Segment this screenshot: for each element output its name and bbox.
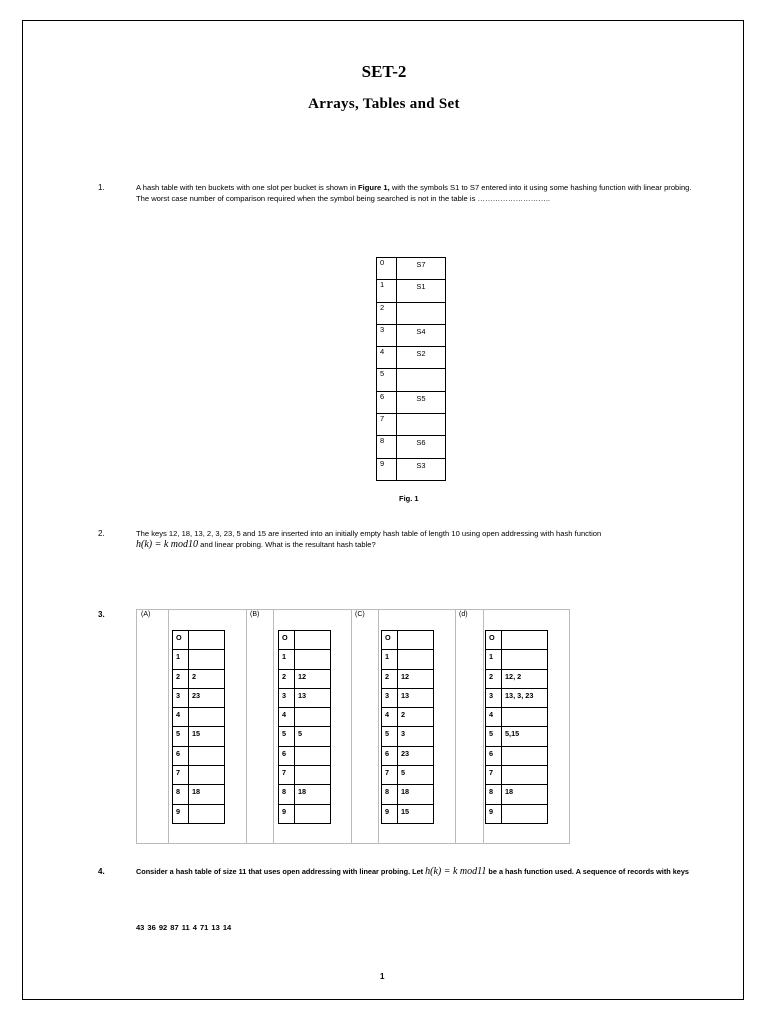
bucket-value: S2 xyxy=(397,347,446,369)
hash-bucket-row xyxy=(377,324,446,346)
option-value xyxy=(398,631,434,650)
hash-bucket-row xyxy=(377,280,446,302)
option-index: 3 xyxy=(382,688,398,707)
bucket-value: S4 xyxy=(397,324,446,346)
option-value xyxy=(502,631,548,650)
bucket-value: S5 xyxy=(397,391,446,413)
page-border xyxy=(22,20,744,1000)
option-value: 13 xyxy=(398,688,434,707)
option-value xyxy=(502,804,548,823)
option-value xyxy=(502,650,548,669)
option-value: 13, 3, 23 xyxy=(502,688,548,707)
option-value: 18 xyxy=(398,785,434,804)
option-index: 4 xyxy=(486,708,502,727)
option-row xyxy=(382,727,434,746)
question-3-number: 3. xyxy=(98,610,105,619)
option-value xyxy=(502,746,548,765)
option-value: 18 xyxy=(502,785,548,804)
question-1-text xyxy=(136,182,696,204)
question-2-number: 2. xyxy=(98,529,105,538)
option-value: 5 xyxy=(295,727,331,746)
option-row xyxy=(173,688,225,707)
option-row xyxy=(382,708,434,727)
option-value: 12 xyxy=(295,669,331,688)
bucket-value xyxy=(397,414,446,436)
option-value xyxy=(295,804,331,823)
option-value xyxy=(398,650,434,669)
option-index: 8 xyxy=(486,785,502,804)
option-index: 6 xyxy=(173,746,189,765)
hash-bucket-row xyxy=(377,391,446,413)
option-value xyxy=(189,804,225,823)
option-index: 7 xyxy=(279,766,295,785)
option-row xyxy=(173,669,225,688)
option-index: 3 xyxy=(486,688,502,707)
option-row xyxy=(279,669,331,688)
option-d-table xyxy=(485,630,548,824)
question-4-text xyxy=(136,866,696,877)
option-row xyxy=(173,708,225,727)
key-sequence: 43 36 92 87 11 4 71 13 14 xyxy=(136,923,232,932)
option-row xyxy=(173,766,225,785)
option-index: 8 xyxy=(173,785,189,804)
option-value: 5 xyxy=(398,766,434,785)
option-row xyxy=(382,669,434,688)
option-index: 1 xyxy=(382,650,398,669)
option-b-label-cell xyxy=(246,609,274,844)
hash-bucket-row xyxy=(377,347,446,369)
option-row xyxy=(486,785,548,804)
option-value: 18 xyxy=(189,785,225,804)
option-value: 5,15 xyxy=(502,727,548,746)
bucket-index: 3 xyxy=(377,324,397,346)
option-row xyxy=(382,746,434,765)
option-row xyxy=(279,631,331,650)
option-row xyxy=(173,804,225,823)
option-row xyxy=(486,631,548,650)
hash-bucket-row xyxy=(377,302,446,324)
option-row xyxy=(173,785,225,804)
option-value: 15 xyxy=(189,727,225,746)
option-row xyxy=(173,631,225,650)
bucket-value xyxy=(397,369,446,391)
option-c-table xyxy=(381,630,434,824)
bucket-value: S1 xyxy=(397,280,446,302)
bucket-index: 2 xyxy=(377,302,397,324)
option-value xyxy=(295,746,331,765)
option-row xyxy=(486,669,548,688)
option-index: 5 xyxy=(382,727,398,746)
question-4-text-part: Consider a hash table of size 11 that uses open addressing with linear probing. Let xyxy=(136,867,426,876)
option-index: 1 xyxy=(279,650,295,669)
option-row xyxy=(279,804,331,823)
hash-bucket-row xyxy=(377,369,446,391)
option-row xyxy=(279,727,331,746)
option-index: 6 xyxy=(382,746,398,765)
bucket-index: 5 xyxy=(377,369,397,391)
bucket-index: 1 xyxy=(377,280,397,302)
page-number: 1 xyxy=(380,972,385,981)
option-value: 23 xyxy=(189,688,225,707)
option-index: 4 xyxy=(173,708,189,727)
hash-bucket-row xyxy=(377,258,446,280)
hash-bucket-row xyxy=(377,436,446,458)
figure-caption: Fig. 1 xyxy=(399,494,419,503)
option-value: 18 xyxy=(295,785,331,804)
option-index: 2 xyxy=(173,669,189,688)
option-value xyxy=(295,708,331,727)
set-title: SET-2 xyxy=(361,62,407,81)
hash-function-formula: h(k) = k mod11 xyxy=(425,866,487,877)
option-row xyxy=(279,766,331,785)
question-4-number: 4. xyxy=(98,867,105,876)
question-1-text-part: with the symbols S1 to S7 entered into it using some hashing function with linear probing. The worst case number of comparison required when the symbol being searched is not in the table is ……………………….. xyxy=(136,183,692,203)
option-index: 9 xyxy=(279,804,295,823)
option-value: 12 xyxy=(398,669,434,688)
option-value xyxy=(295,631,331,650)
option-value: 2 xyxy=(398,708,434,727)
question-2-text-part: and linear probing. What is the resultant hash table? xyxy=(198,540,376,549)
bucket-value: S6 xyxy=(397,436,446,458)
option-value xyxy=(502,708,548,727)
bucket-index: 6 xyxy=(377,391,397,413)
bucket-index: 7 xyxy=(377,414,397,436)
option-index: O xyxy=(486,631,502,650)
option-c-label: (C) xyxy=(355,611,365,618)
option-index: 5 xyxy=(279,727,295,746)
option-row xyxy=(486,650,548,669)
option-row xyxy=(486,746,548,765)
option-index: O xyxy=(173,631,189,650)
option-index: 3 xyxy=(279,688,295,707)
option-index: 5 xyxy=(173,727,189,746)
option-value xyxy=(189,631,225,650)
bucket-index: 4 xyxy=(377,347,397,369)
option-index: 4 xyxy=(382,708,398,727)
bucket-index: 9 xyxy=(377,458,397,480)
option-index: O xyxy=(279,631,295,650)
option-index: 2 xyxy=(382,669,398,688)
option-value: 2 xyxy=(189,669,225,688)
option-value xyxy=(295,650,331,669)
bucket-value xyxy=(397,302,446,324)
option-row xyxy=(382,785,434,804)
option-row xyxy=(279,785,331,804)
option-row xyxy=(382,631,434,650)
section-subtitle: Arrays, Tables and Set xyxy=(308,96,460,112)
option-row xyxy=(173,650,225,669)
option-index: 4 xyxy=(279,708,295,727)
question-1-number: 1. xyxy=(98,183,105,192)
bucket-value: S7 xyxy=(397,258,446,280)
option-row xyxy=(279,746,331,765)
hash-function-formula: h(k) = k mod10 xyxy=(136,539,199,550)
option-value xyxy=(189,650,225,669)
option-a-label-cell xyxy=(136,609,169,844)
figure-reference: Figure 1, xyxy=(358,183,390,192)
option-b-label: (B) xyxy=(250,611,260,618)
option-row xyxy=(279,708,331,727)
option-value: 15 xyxy=(398,804,434,823)
option-c-label-cell xyxy=(351,609,379,844)
option-index: 6 xyxy=(486,746,502,765)
option-index: 5 xyxy=(486,727,502,746)
option-index: 7 xyxy=(382,766,398,785)
question-2-text-part: The keys 12, 18, 13, 2, 3, 23, 5 and 15 are inserted into an initially empty hash table of length 10 using open addressing with hash function xyxy=(136,529,602,538)
option-row xyxy=(486,766,548,785)
option-d-label-cell xyxy=(455,609,484,844)
option-index: 1 xyxy=(486,650,502,669)
option-row xyxy=(279,688,331,707)
option-value xyxy=(189,766,225,785)
option-index: 1 xyxy=(173,650,189,669)
option-value xyxy=(189,708,225,727)
option-index: 8 xyxy=(279,785,295,804)
option-index: 2 xyxy=(486,669,502,688)
option-index: 9 xyxy=(173,804,189,823)
option-row xyxy=(486,727,548,746)
option-index: 7 xyxy=(486,766,502,785)
option-index: 8 xyxy=(382,785,398,804)
option-value xyxy=(502,766,548,785)
question-4-text-part: be a hash function used. A sequence of records with keys xyxy=(486,867,689,876)
bucket-index: 8 xyxy=(377,436,397,458)
hash-bucket-row xyxy=(377,414,446,436)
option-a-label: (A) xyxy=(141,611,151,618)
figure-1-hash-table xyxy=(376,257,446,481)
option-row xyxy=(173,746,225,765)
option-row xyxy=(173,727,225,746)
option-row xyxy=(279,650,331,669)
option-index: 2 xyxy=(279,669,295,688)
hash-bucket-row xyxy=(377,458,446,480)
option-row xyxy=(382,804,434,823)
option-row xyxy=(486,708,548,727)
option-index: 3 xyxy=(173,688,189,707)
option-row xyxy=(382,650,434,669)
option-a-table xyxy=(172,630,225,824)
option-index: O xyxy=(382,631,398,650)
option-value: 23 xyxy=(398,746,434,765)
option-b-table xyxy=(278,630,331,824)
option-row xyxy=(382,688,434,707)
question-1-text-part: A hash table with ten buckets with one slot per bucket is shown in xyxy=(136,183,359,192)
option-row xyxy=(486,688,548,707)
option-row xyxy=(486,804,548,823)
option-value: 12, 2 xyxy=(502,669,548,688)
option-row xyxy=(382,766,434,785)
bucket-value: S3 xyxy=(397,458,446,480)
option-d-label: (d) xyxy=(459,611,468,618)
option-value xyxy=(189,746,225,765)
option-index: 9 xyxy=(382,804,398,823)
bucket-index: 0 xyxy=(377,258,397,280)
option-index: 9 xyxy=(486,804,502,823)
question-2-text xyxy=(136,528,696,550)
option-value xyxy=(295,766,331,785)
option-value: 13 xyxy=(295,688,331,707)
option-value: 3 xyxy=(398,727,434,746)
option-index: 6 xyxy=(279,746,295,765)
option-index: 7 xyxy=(173,766,189,785)
